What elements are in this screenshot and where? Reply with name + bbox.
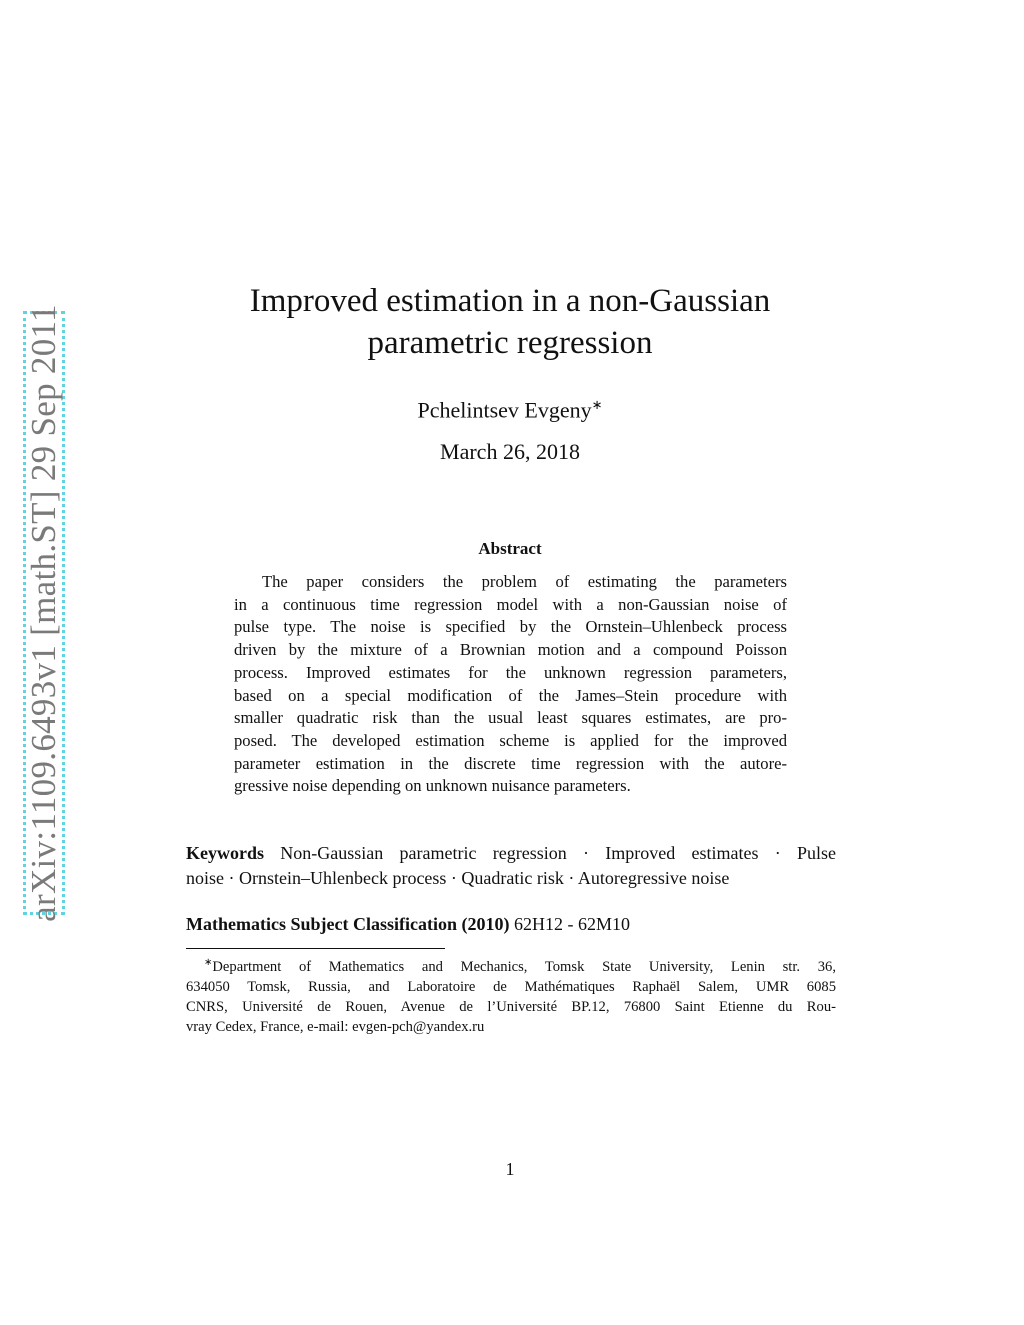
- abstract-line: The paper considers the problem of estimating the parameters: [262, 572, 787, 591]
- keywords: [186, 841, 836, 891]
- abstract-line: parameter estimation in the discrete time regression with the autore-: [234, 753, 787, 773]
- footnote-line: CNRS, Université de Rouen, Avenue de l’Université BP.12, 76800 Saint Etienne du Rou-: [186, 998, 836, 1015]
- keywords-label: Keywords: [186, 843, 264, 863]
- keywords-line-1: [186, 841, 836, 866]
- paper-title: [180, 280, 840, 364]
- footnote-line: vray Cedex, France, e-mail: evgen-pch@yandex.ru: [186, 1018, 485, 1035]
- author-footnote-mark: ∗: [591, 397, 603, 412]
- abstract-line: driven by the mixture of a Brownian motion and a compound Poisson: [234, 640, 787, 660]
- author-name: Pchelintsev Evgeny: [417, 397, 592, 423]
- abstract-body: [234, 571, 787, 798]
- footnote-text: Department of Mathematics and Mechanics, Tomsk State University, Lenin str. 36,: [212, 958, 836, 975]
- abstract-line: gressive noise depending on unknown nuisance parameters.: [234, 776, 631, 796]
- paper-date: March 26, 2018: [440, 439, 580, 464]
- abstract-line: posed. The developed estimation scheme is applied for the improved: [234, 730, 787, 750]
- abstract-line: based on a special modification of the James–Stein procedure with: [234, 685, 787, 705]
- msc-value: 62H12 - 62M10: [513, 914, 630, 934]
- keywords-line-2: noise · Ornstein–Uhlenbeck process · Quadratic risk · Autoregressive noise: [186, 868, 730, 888]
- abstract-line: process. Improved estimates for the unknown regression parameters,: [234, 662, 787, 682]
- msc-label: Mathematics Subject Classification (2010): [186, 914, 510, 934]
- paper-title-line-2: parametric regression: [367, 325, 653, 361]
- footnote-rule: [186, 948, 445, 949]
- paper-title-line-1: Improved estimation in a non-Gaussian: [249, 283, 771, 319]
- arxiv-stamp: [23, 304, 65, 922]
- page-number: 1: [505, 1159, 515, 1179]
- footnote-line: 634050 Tomsk, Russia, and Laboratoire de Mathématiques Raphaël Salem, UMR 6085: [186, 978, 836, 995]
- abstract-line: pulse type. The noise is specified by the Ornstein–Uhlenbeck process: [234, 617, 787, 637]
- keywords-text-1: Non-Gaussian parametric regression · Improved estimates · Pulse: [280, 843, 836, 863]
- msc-classification: [186, 912, 836, 937]
- arxiv-identifier: arXiv:1109.6493v1 [math.ST] 29 Sep 2011: [24, 304, 63, 922]
- abstract-heading: Abstract: [478, 539, 542, 558]
- footnote-line: [186, 953, 836, 977]
- footnote: [186, 953, 836, 1037]
- abstract-line: in a continuous time regression model with a non-Gaussian noise of: [234, 594, 787, 614]
- author: [180, 390, 840, 425]
- footnote-mark: ∗: [204, 957, 213, 968]
- abstract-line: smaller quadratic risk than the usual least squares estimates, are pro-: [234, 708, 787, 728]
